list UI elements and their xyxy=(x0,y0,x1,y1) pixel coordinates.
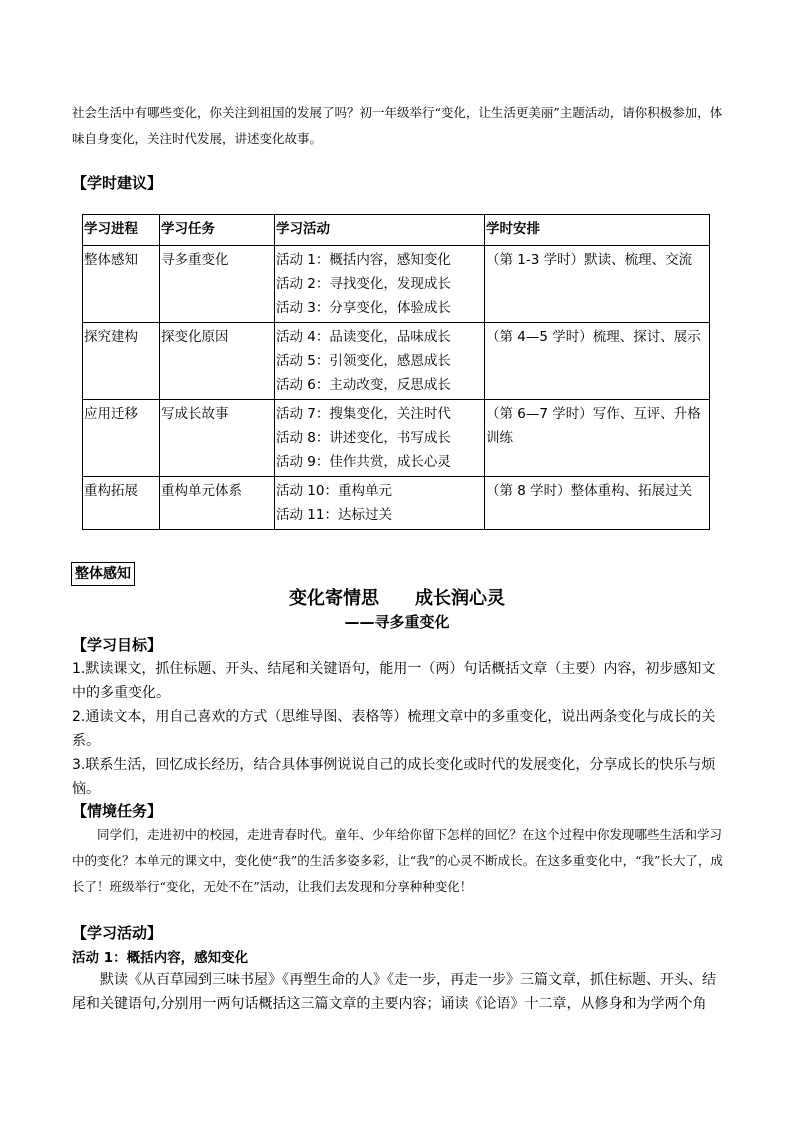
row-activities xyxy=(275,400,485,477)
row-arrangement: （第 4—5 学时）梳理、探讨、展示 xyxy=(485,323,710,400)
activity-item: 活动 9：佳作共赏，成长心灵 xyxy=(276,454,451,470)
page-title: 变化寄情思 成长润心灵 xyxy=(289,588,505,609)
activity-item: 活动 7：搜集变化，关注时代 xyxy=(276,406,451,422)
schedule-table xyxy=(82,214,710,530)
goal-item: 3.联系生活，回忆成长经历，结合具体事例说说自己的成长变化或时代的发展变化，分享成长的快乐与烦恼。 xyxy=(72,757,716,797)
header-arrangement: 学时安排 xyxy=(485,215,710,246)
row-task: 探变化原因 xyxy=(160,323,275,400)
activity-item: 活动 5：引领变化，感恩成长 xyxy=(276,353,451,369)
scenario-text: 同学们，走进初中的校园，走进青春时代。童年、少年给你留下怎样的回忆？在这个过程中你发现哪些生活和学习中的变化？本单元的课文中，变化使“我”的生活多姿多彩，让“我”的心灵不断成长。在这多重变化中，“我”长大了，成长了！班级举行“变化，无处不在”活动，让我们去发现和分享种种变化！ xyxy=(72,827,723,894)
activity-item: 活动 2：寻找变化，发现成长 xyxy=(276,276,451,292)
goals-list xyxy=(72,657,726,801)
row-task: 重构单元体系 xyxy=(160,477,275,530)
activity-item: 活动 4：品读变化，品味成长 xyxy=(276,329,451,345)
row-stage: 重构拓展 xyxy=(83,477,160,530)
activity-item: 活动 11：达标过关 xyxy=(276,507,392,523)
table-row xyxy=(83,246,710,323)
scenario-heading: 【情境任务】 xyxy=(72,802,163,820)
row-stage: 探究建构 xyxy=(83,323,160,400)
row-activities xyxy=(275,323,485,400)
section-label: 整体感知 xyxy=(71,562,135,586)
intro-text: 社会生活中有哪些变化，你关注到祖国的发展了吗？初一年级举行“变化，让生活更美丽”主题活动，请你积极参加，体味自身变化，关注时代发展，讲述变化故事。 xyxy=(72,105,723,146)
page-subtitle: ——寻多重变化 xyxy=(344,613,450,631)
goal-item: 1.默读课文，抓住标题、开头、结尾和关键语句，能用一（两）句话概括文章（主要）内容，初步感知文中的多重变化。 xyxy=(72,661,716,701)
goal-item: 2.通读文本，用自己喜欢的方式（思维导图、表格等）梳理文章中的多重变化，说出两条变化与成长的关系。 xyxy=(72,709,716,749)
scenario-paragraph xyxy=(72,822,724,900)
goals-heading: 【学习目标】 xyxy=(72,636,163,654)
activity-item: 活动 6：主动改变，反思成长 xyxy=(276,377,451,393)
header-stage: 学习进程 xyxy=(83,215,160,246)
activity-title: 活动 1：概括内容，感知变化 xyxy=(72,950,249,966)
row-task: 写成长故事 xyxy=(160,400,275,477)
activity-item: 活动 3：分享变化，体验成长 xyxy=(276,300,451,316)
row-arrangement: （第 6—7 学时）写作、互评、升格训练 xyxy=(485,400,710,477)
intro-paragraph xyxy=(72,100,724,152)
row-activities xyxy=(275,246,485,323)
table-row xyxy=(83,477,710,530)
row-task: 寻多重变化 xyxy=(160,246,275,323)
row-stage: 应用迁移 xyxy=(83,400,160,477)
activity-item: 活动 1：概括内容，感知变化 xyxy=(276,252,451,268)
row-stage: 整体感知 xyxy=(83,246,160,323)
table-header-row xyxy=(83,215,710,246)
schedule-heading: 【学时建议】 xyxy=(72,174,163,192)
row-arrangement: （第 8 学时）整体重构、拓展过关 xyxy=(485,477,710,530)
activity-heading: 【学习活动】 xyxy=(72,924,163,942)
activity-paragraph xyxy=(72,968,726,1016)
row-arrangement: （第 1-3 学时）默读、梳理、交流 xyxy=(485,246,710,323)
table-row xyxy=(83,323,710,400)
table-row xyxy=(83,400,710,477)
row-activities xyxy=(275,477,485,530)
activity-text: 默读《从百草园到三味书屋》《再塑生命的人》《走一步，再走一步》三篇文章，抓住标题、开头、结尾和关键语句,分别用一两句话概括这三篇文章的主要内容；诵读《论语》十二章，从修身和为学两个角 xyxy=(72,972,716,1012)
activity-item: 活动 10：重构单元 xyxy=(276,483,392,499)
activity-item: 活动 8：讲述变化，书写成长 xyxy=(276,430,451,446)
header-activities: 学习活动 xyxy=(275,215,485,246)
header-task: 学习任务 xyxy=(160,215,275,246)
